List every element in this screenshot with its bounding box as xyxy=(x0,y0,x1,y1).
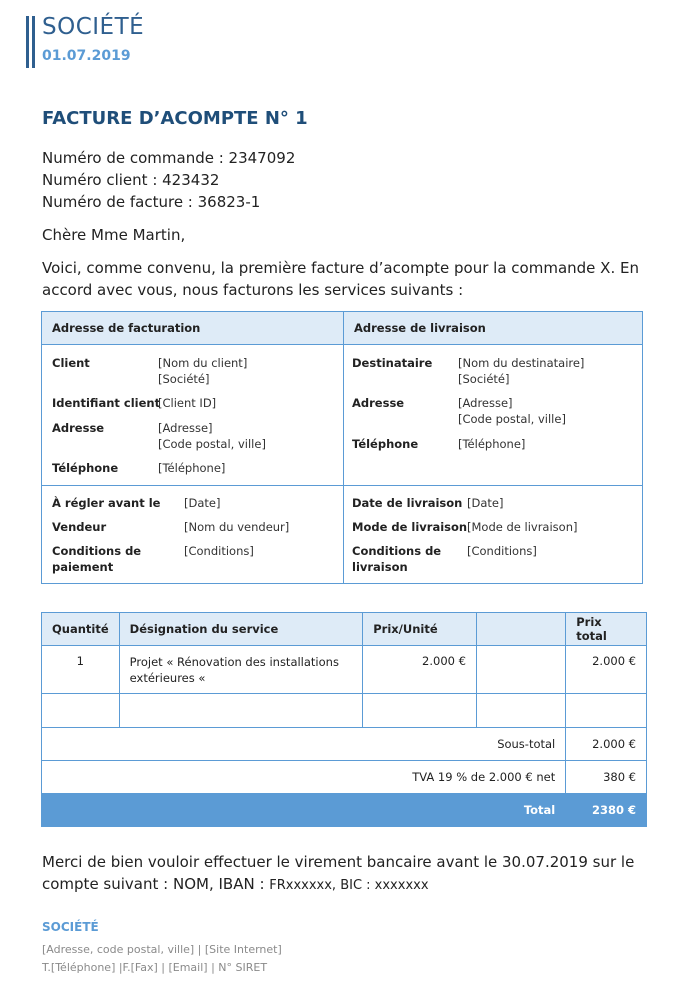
footer-contact: T.[Téléphone] |F.[Fax] | [Email] | N° SIRET xyxy=(42,961,268,974)
invoice-title: FACTURE D’ACOMPTE N° 1 xyxy=(42,108,308,129)
payment-instructions xyxy=(42,851,642,897)
billing-client-label: Client xyxy=(52,356,90,370)
column-header: Prix/Unité xyxy=(363,613,477,646)
vat-label: TVA 19 % de 2.000 € net xyxy=(42,761,566,794)
total-label: Total xyxy=(42,794,566,827)
billing-address-value: [Adresse] xyxy=(158,421,213,435)
delivery-conditions-value: [Conditions] xyxy=(467,544,537,558)
empty-cell xyxy=(363,694,477,728)
quantity-cell: 1 xyxy=(42,646,120,694)
table-row xyxy=(42,646,647,694)
shipping-address-value: [Adresse] xyxy=(458,396,513,410)
billing-id-value: [Client ID] xyxy=(158,396,217,410)
total-value: 2380 € xyxy=(566,794,647,827)
vat-value: 380 € xyxy=(566,761,647,794)
payment-seller-label: Vendeur xyxy=(52,520,107,534)
extra-cell xyxy=(476,646,565,694)
delivery-conditions-label xyxy=(352,543,441,575)
empty-cell xyxy=(476,694,565,728)
shipping-heading: Adresse de livraison xyxy=(344,312,642,345)
subtotal-value: 2.000 € xyxy=(566,728,647,761)
invoice-number: Numéro de facture : 36823-1 xyxy=(42,193,261,211)
accent-bar xyxy=(32,16,35,68)
greeting: Chère Mme Martin, xyxy=(42,226,186,244)
column-header: Quantité xyxy=(42,613,120,646)
subtotal-row xyxy=(42,728,647,761)
label-line: Conditions de xyxy=(52,544,142,558)
empty-cell xyxy=(119,694,363,728)
address-table xyxy=(41,311,643,584)
unit-price-cell: 2.000 € xyxy=(363,646,477,694)
column-header xyxy=(476,613,565,646)
payment-conditions-value: [Conditions] xyxy=(184,544,254,558)
delivery-mode-label: Mode de livraison xyxy=(352,520,468,534)
table-row xyxy=(42,694,647,728)
delivery-date-label: Date de livraison xyxy=(352,496,463,510)
column-header: Désignation du service xyxy=(119,613,363,646)
delivery-date-value: [Date] xyxy=(467,496,504,510)
order-number: Numéro de commande : 2347092 xyxy=(42,149,296,167)
intro-paragraph: Voici, comme convenu, la première facture d’acompte pour la commande X. En accord avec vous, nous facturons les services suivants : xyxy=(42,259,639,299)
document-date: 01.07.2019 xyxy=(42,48,131,64)
column-header: Prix total xyxy=(566,613,647,646)
payment-instructions-text: Merci de bien vouloir effectuer le virement bancaire avant le 30.07.2019 sur le compte suivant : NOM, IBAN : xyxy=(42,853,635,893)
vat-row xyxy=(42,761,647,794)
subtotal-label: Sous-total xyxy=(42,728,566,761)
label-line: livraison xyxy=(352,560,408,574)
company-name: SOCIÉTÉ xyxy=(42,14,145,40)
shipping-company-value: [Société] xyxy=(458,372,510,386)
bank-details: FRxxxxxx, BIC : xxxxxxx xyxy=(269,878,429,893)
total-row xyxy=(42,794,647,827)
client-number: Numéro client : 423432 xyxy=(42,171,220,189)
empty-cell xyxy=(42,694,120,728)
shipping-recipient-label: Destinataire xyxy=(352,356,433,370)
payment-conditions-label xyxy=(52,543,141,575)
billing-heading: Adresse de facturation xyxy=(42,312,343,345)
billing-phone-value: [Téléphone] xyxy=(158,461,226,475)
divider xyxy=(343,312,344,583)
footer-address: [Adresse, code postal, ville] | [Site Internet] xyxy=(42,943,282,956)
shipping-recipient-value: [Nom du destinataire] xyxy=(458,356,585,370)
services-table xyxy=(41,612,647,827)
shipping-phone-label: Téléphone xyxy=(352,437,419,451)
billing-phone-label: Téléphone xyxy=(52,461,119,475)
footer-company: SOCIÉTÉ xyxy=(42,920,99,934)
description-cell: Projet « Rénovation des installations extérieures « xyxy=(119,646,363,694)
payment-due-label: À régler avant le xyxy=(52,496,161,510)
label-line: paiement xyxy=(52,560,114,574)
billing-id-label: Identifiant client xyxy=(52,396,161,410)
shipping-postal-value: [Code postal, ville] xyxy=(458,412,566,426)
delivery-mode-value: [Mode de livraison] xyxy=(467,520,578,534)
billing-postal-value: [Code postal, ville] xyxy=(158,437,266,451)
shipping-address-label: Adresse xyxy=(352,396,405,410)
payment-due-value: [Date] xyxy=(184,496,221,510)
payment-seller-value: [Nom du vendeur] xyxy=(184,520,290,534)
accent-bar xyxy=(26,16,29,68)
billing-client-value: [Nom du client] xyxy=(158,356,248,370)
total-price-cell: 2.000 € xyxy=(566,646,647,694)
divider xyxy=(42,485,642,486)
billing-company-value: [Société] xyxy=(158,372,210,386)
label-line: Conditions de xyxy=(352,544,442,558)
table-header-row xyxy=(42,613,647,646)
empty-cell xyxy=(566,694,647,728)
billing-address-label: Adresse xyxy=(52,421,105,435)
shipping-phone-value: [Téléphone] xyxy=(458,437,526,451)
